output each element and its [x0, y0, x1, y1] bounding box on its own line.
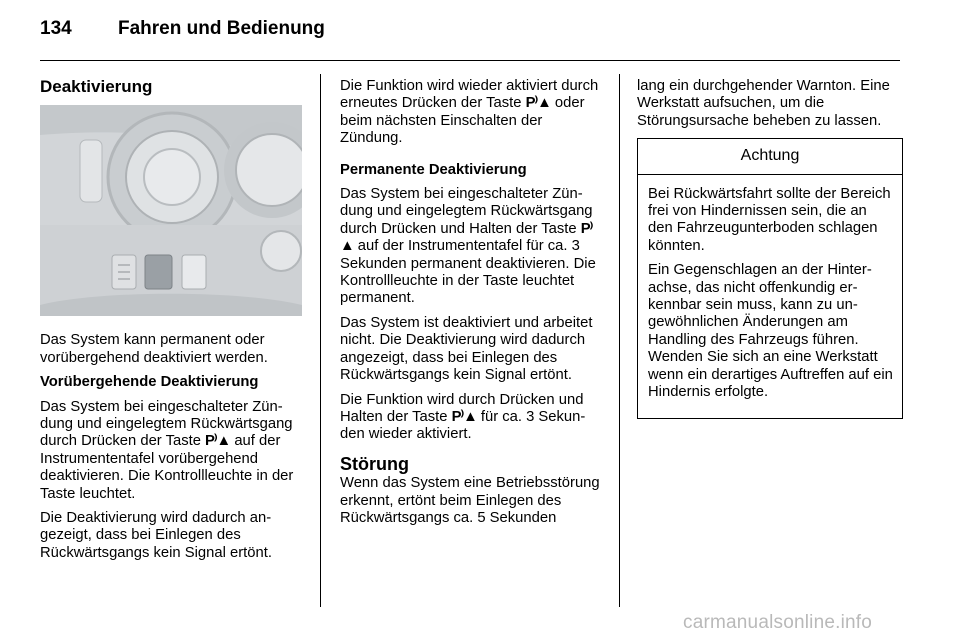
- subheading-temporary: Vorübergehende Deaktivierung: [40, 374, 259, 391]
- park-assist-key-icon: P⁾▲: [451, 408, 477, 425]
- page-title: Fahren und Bedienung: [118, 18, 325, 39]
- column-left: [40, 78, 304, 569]
- column-divider: [320, 74, 321, 607]
- section-heading-deaktivierung: Deaktivierung: [40, 77, 153, 96]
- page-number: 134: [40, 18, 72, 39]
- caution-body: [638, 175, 902, 418]
- caution-paragraph-1: Bei Rückwärtsfahrt sollte der Bereich frei von Hindernissen sein, die an den Fahrzeugunterboden schlagen könnten.: [648, 185, 891, 254]
- temp-paragraph-2: Die Deaktivierung wird dadurch angezeigt, dass bei Einlegen des Rückwärtsgangs kein Signal ertönt.: [40, 510, 272, 561]
- fault-continuation: lang ein durchgehender Warnton. Eine Werkstatt aufsuchen, um die Störungsursache beheben zu lassen.: [637, 78, 890, 129]
- park-assist-key-icon: P⁾▲: [205, 433, 231, 450]
- caution-paragraph-2: Ein Gegenschlagen an der Hinterachse, das nicht offenkundig erkennbar sein muss, kann zu ungewöhnlichen Änderungen am Handling des Fahrzeugs führen. Wenden Sie sich an eine Werkstatt wenn ein derartiges Auftreffen auf ein Hindernis erfolgte.: [648, 262, 893, 401]
- section-heading-stoerung: Störung: [340, 453, 409, 474]
- park-assist-key-icon: P⁾▲: [525, 95, 551, 112]
- intro-text: Das System kann permanent oder vorübergehend deaktiviert werden.: [40, 332, 268, 366]
- caution-title: Achtung: [638, 139, 902, 174]
- header-rule: [40, 60, 900, 61]
- perm-paragraph-3: Die Funktion wird durch Drücken und Halten der Taste P⁾▲ für ca. 3 Sekunden wieder aktiviert.: [340, 391, 586, 443]
- dashboard-illustration: [40, 105, 302, 316]
- perm-paragraph-2: Das System ist deaktiviert und arbeitet nicht. Die Deaktivierung wird dadurch angezeigt, dass bei Einlegen des Rückwärtsgangs kein Signal ertönt.: [340, 314, 593, 384]
- temp-paragraph-1: Das System bei eingeschalteter Zündung und eingelegtem Rückwärtsgang durch Drücken der Taste P⁾▲ auf der Instrumententafel vorübergehend deaktivieren. Die Kontrollleuchte in der Taste leuchtet.: [40, 398, 294, 502]
- column-right: [637, 78, 903, 419]
- subheading-permanent: Permanente Deaktivierung: [340, 161, 527, 178]
- park-assist-key-icon: P⁾▲: [340, 220, 593, 255]
- watermark: carmanualsonline.info: [683, 612, 873, 633]
- fault-paragraph: Wenn das System eine Betriebsstörung erkennt, ertönt beim Einlegen des Rückwärtsgangs ca. 5 Sekunden: [340, 475, 600, 526]
- column-middle: [340, 78, 602, 534]
- column-divider: [619, 74, 620, 607]
- perm-paragraph-1: Das System bei eingeschalteter Zündung und eingelegtem Rückwärtsgang durch Drücken und Halten der Taste P⁾▲ auf der Instrumententafel für ca. 3 Sekunden permanent deaktivieren. Die Kontrollleuchte in der Taste leuchtet permanent.: [340, 186, 596, 307]
- page-header: [40, 18, 325, 40]
- reactivate-paragraph: Die Funktion wird wieder aktiviert durch erneutes Drücken der Taste P⁾▲ oder beim nächsten Einschalten der Zündung.: [340, 78, 599, 147]
- caution-box: [637, 138, 903, 418]
- dashboard-photo: [40, 105, 302, 316]
